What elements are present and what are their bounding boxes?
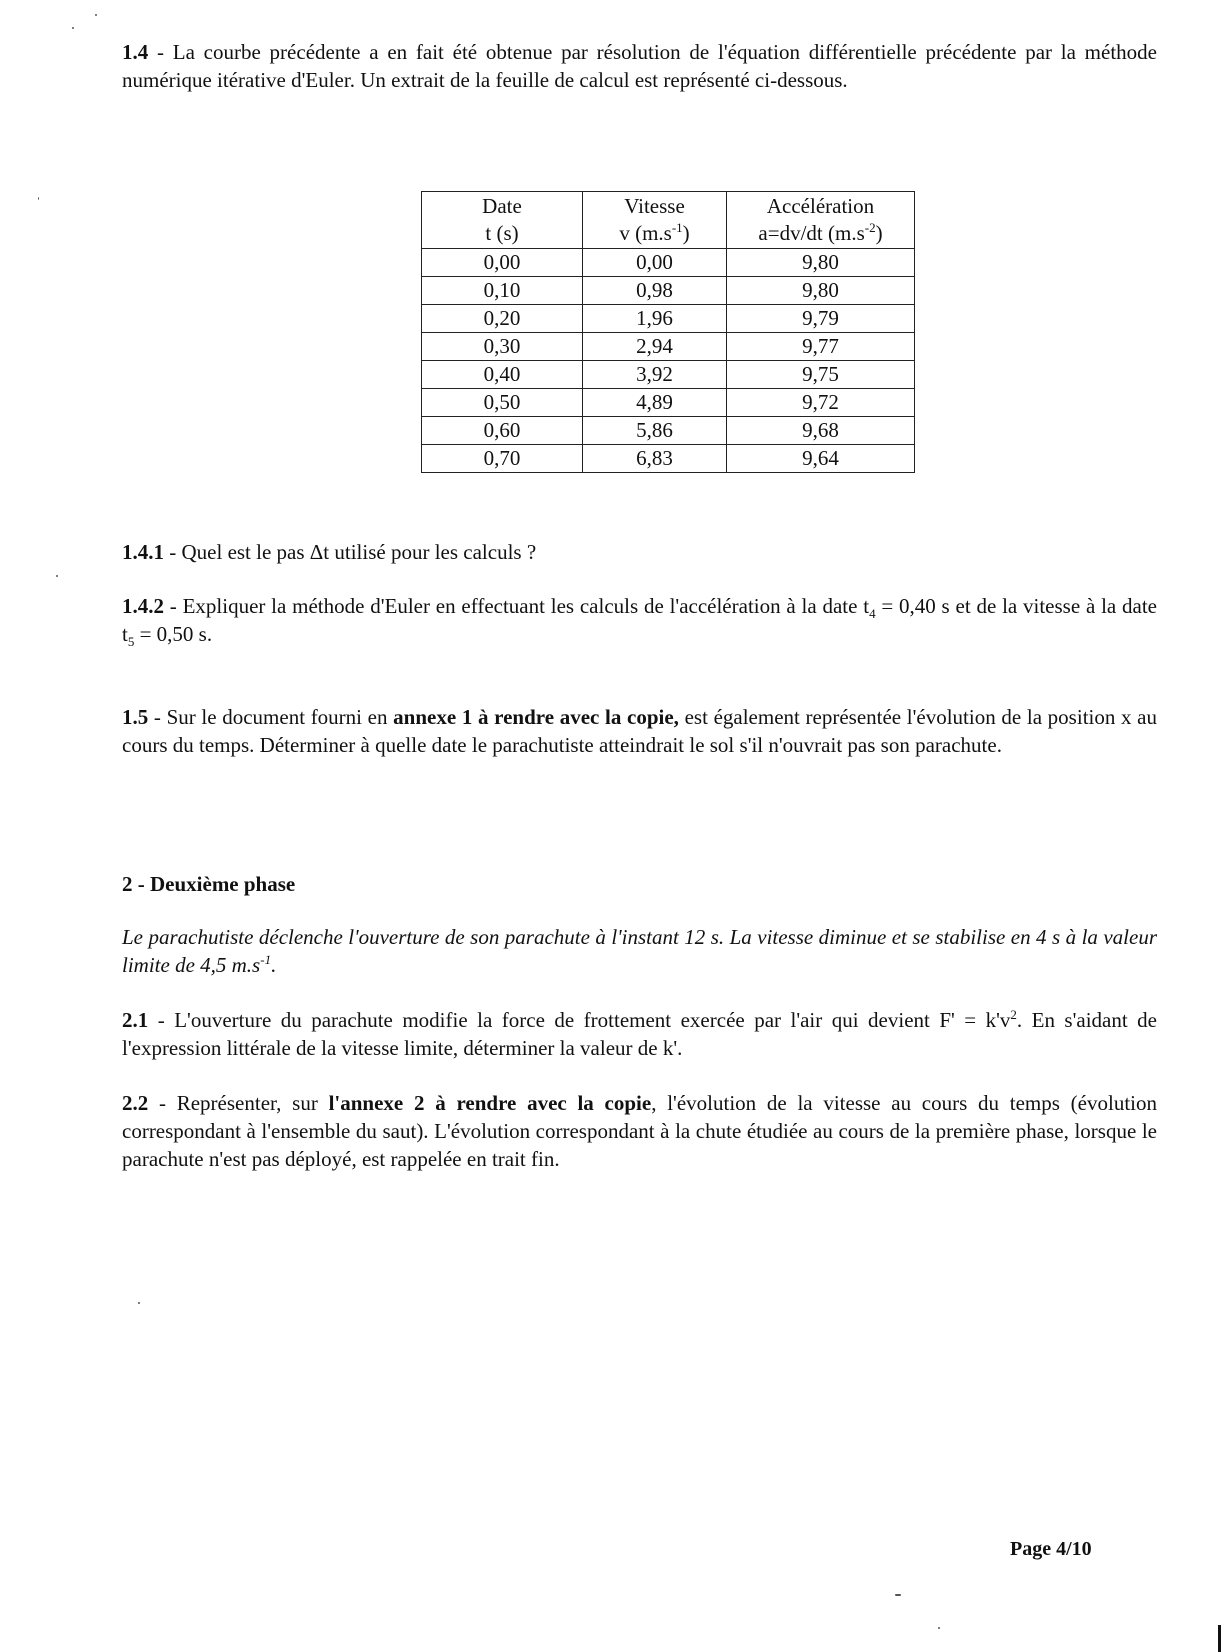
- paragraph-2-2: 2.2 - Représenter, sur l'annexe 2 à rendre avec la copie, l'évolution de la vitesse au cours du temps (évolution correspondant à l'ensemble du saut). L'évolution correspondant à la chute étudiée au cours de la première phase, lorsque le parachute n'est pas déployé, est rappelée en trait fin.: [122, 1091, 1157, 1171]
- cell-vitesse: 6,83: [583, 445, 727, 473]
- cell-vitesse: 0,00: [583, 249, 727, 277]
- cell-acceleration: 9,79: [727, 305, 915, 333]
- paragraph-2-1: 2.1 - L'ouverture du parachute modifie la force de frottement exercée par l'air qui devient $F' = k'v^2$. En s'aidant de l'expression littérale de la vitesse limite, déterminer la valeur de k'.: [122, 1007, 1157, 1060]
- annexe-reference: annexe 1 à rendre avec la copie,: [393, 705, 679, 729]
- cell-date: 0,50: [422, 389, 583, 417]
- cell-vitesse: 3,92: [583, 361, 727, 389]
- paragraph-1-4-1: [122, 538, 1157, 566]
- table-row: [422, 361, 915, 389]
- section-number: 1.4.2: [122, 594, 164, 618]
- scan-speck: [38, 197, 39, 200]
- euler-table: [421, 191, 915, 473]
- annexe-reference: l'annexe 2 à rendre avec la copie: [328, 1091, 652, 1115]
- cell-acceleration: 9,68: [727, 417, 915, 445]
- table-row: [422, 305, 915, 333]
- scan-edge-mark: [1218, 1625, 1221, 1652]
- section-heading-2: 2 - Deuxième phase: [122, 872, 296, 896]
- section-number: 2.2: [122, 1091, 149, 1115]
- cell-vitesse: 5,86: [583, 417, 727, 445]
- paragraph-text: - Quel est le pas Δt utilisé pour les calculs ?: [164, 540, 537, 564]
- section-number: 1.4: [122, 40, 149, 64]
- table-row: [422, 445, 915, 473]
- paragraph-2-intro: Le parachutiste déclenche l'ouverture de son parachute à l'instant 12 s. La vitesse diminue et se stabilise en 4 s à la valeur limite de 4,5 $m.s^{-1}$.: [122, 925, 1157, 977]
- paragraph-1-4-2: 1.4.2 - Expliquer la méthode d'Euler en effectuant les calculs de l'accélération à la date $t_4 = 0,40$ s et de la vitesse à la date $t_5 = 0,50$ s.: [122, 594, 1158, 650]
- cell-acceleration: 9,80: [727, 249, 915, 277]
- cell-acceleration: 9,77: [727, 333, 915, 361]
- page-number: Page 4/10: [1010, 1538, 1092, 1560]
- table-header-row: [422, 192, 915, 249]
- paragraph-1-4: [122, 38, 1157, 94]
- section-number: 1.4.1: [122, 540, 164, 564]
- cell-acceleration: 9,64: [727, 445, 915, 473]
- cell-date: 0,60: [422, 417, 583, 445]
- header-acceleration: Accélération a=dv/dt $(m.s^{-2})$: [727, 192, 915, 249]
- table-row: [422, 333, 915, 361]
- cell-date: 0,70: [422, 445, 583, 473]
- scan-speck: [138, 1302, 140, 1304]
- cell-date: 0,10: [422, 277, 583, 305]
- cell-acceleration: 9,75: [727, 361, 915, 389]
- section-number: 2.1: [122, 1008, 149, 1032]
- paragraph-1-5: 1.5 - Sur le document fourni en annexe 1 à rendre avec la copie, est également représentée l'évolution de la position x au cours du temps. Déterminer à quelle date le parachutiste atteindrait le sol s'il n'ouvrait pas son parachute.: [122, 705, 1158, 757]
- paragraph-text: - La courbe précédente a en fait été obtenue par résolution de l'équation différentielle précédente par la méthode numérique itérative d'Euler. Un extrait de la feuille de calcul est représenté ci-dessous.: [122, 40, 1157, 92]
- cell-vitesse: 4,89: [583, 389, 727, 417]
- cell-date: 0,40: [422, 361, 583, 389]
- scan-speck: [95, 14, 97, 16]
- cell-date: 0,20: [422, 305, 583, 333]
- cell-date: 0,30: [422, 333, 583, 361]
- cell-acceleration: 9,72: [727, 389, 915, 417]
- scan-speck: [72, 27, 74, 29]
- cell-acceleration: 9,80: [727, 277, 915, 305]
- cell-vitesse: 0,98: [583, 277, 727, 305]
- header-date: Date t (s): [422, 192, 583, 249]
- cell-vitesse: 2,94: [583, 333, 727, 361]
- cell-vitesse: 1,96: [583, 305, 727, 333]
- scan-speck: [56, 575, 58, 577]
- header-vitesse: Vitesse v $(m.s^{-1})$: [583, 192, 727, 249]
- table-row: [422, 417, 915, 445]
- table-row: [422, 389, 915, 417]
- table-row: [422, 277, 915, 305]
- scan-speck: [938, 1627, 940, 1629]
- table-row: [422, 249, 915, 277]
- scan-speck: [895, 1594, 901, 1596]
- section-number: 1.5: [122, 705, 149, 729]
- cell-date: 0,00: [422, 249, 583, 277]
